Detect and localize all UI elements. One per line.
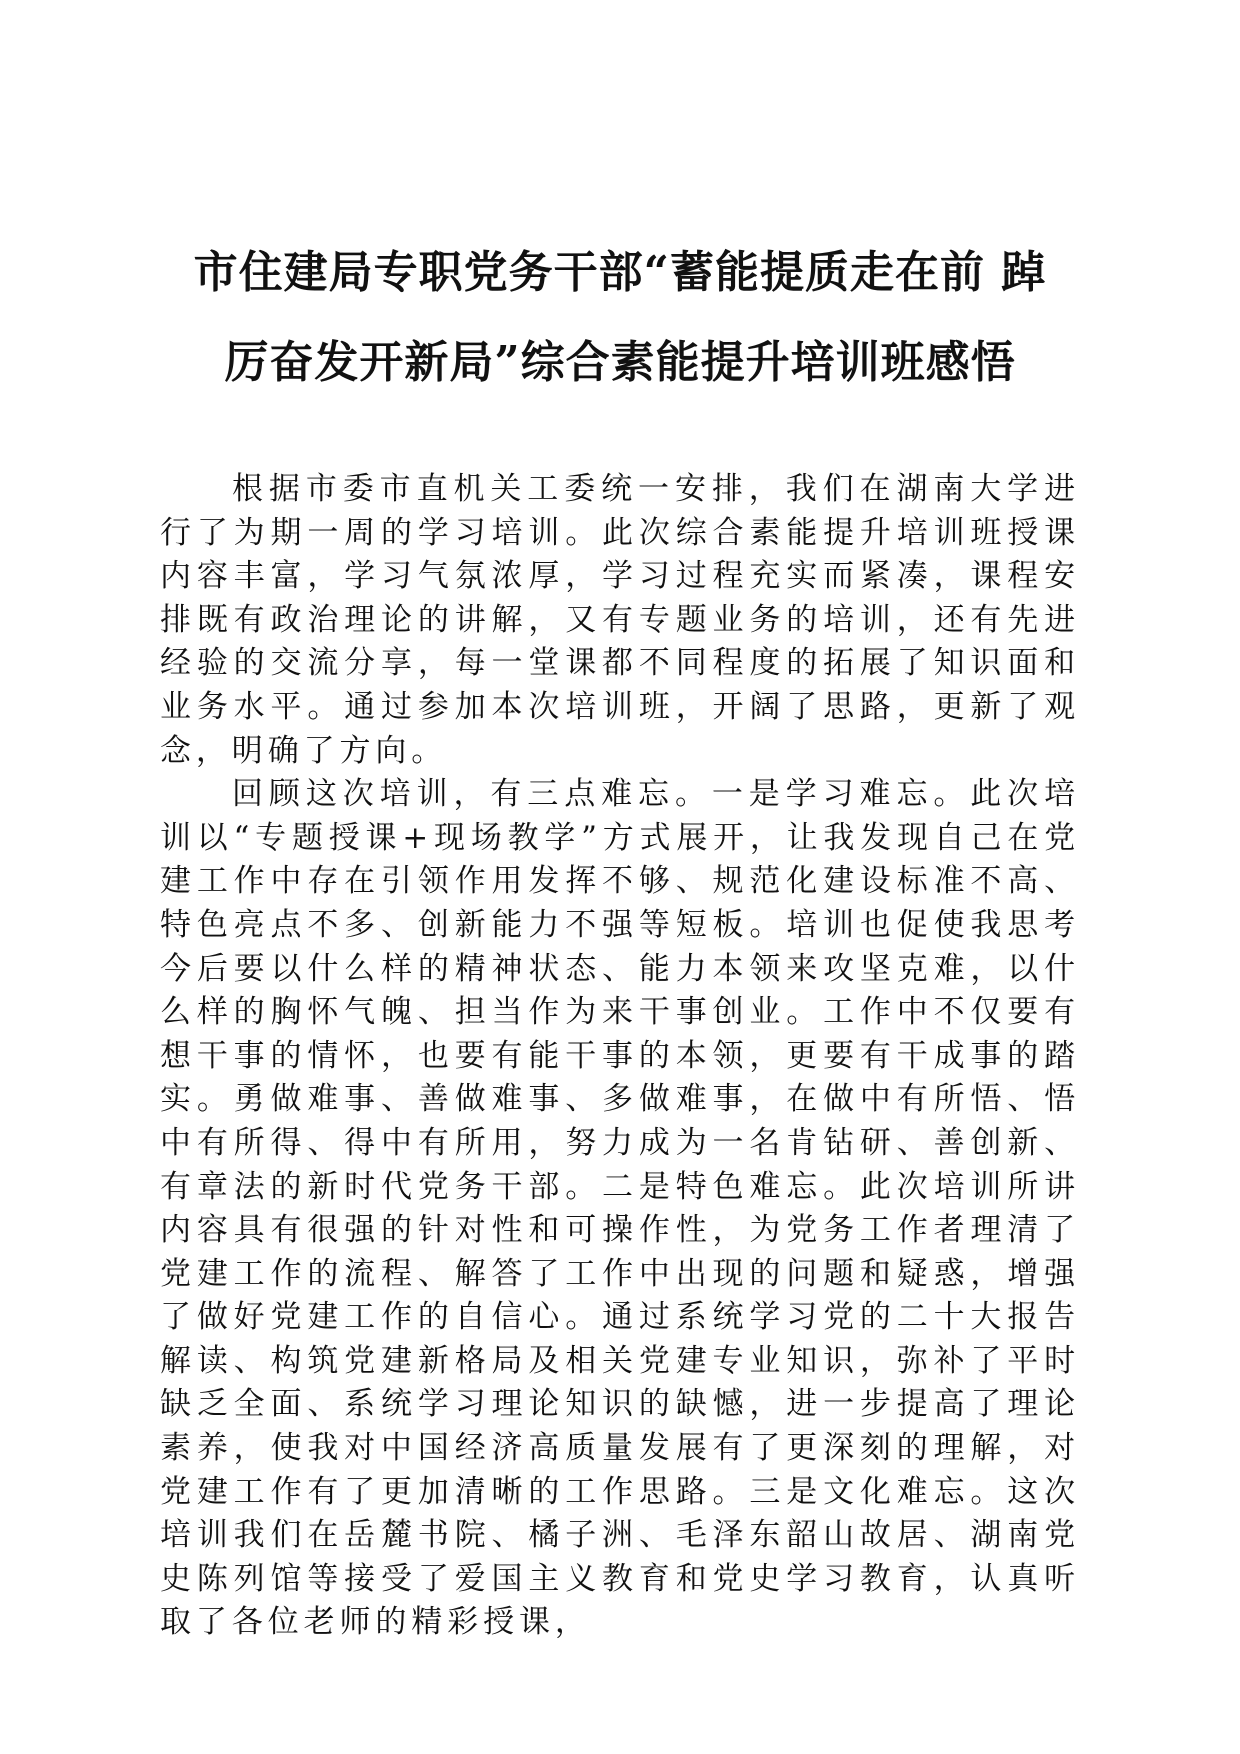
document-body: [160, 468, 1080, 1645]
paragraph-2: 回顾这次培训，有三点难忘。一是学习难忘。此次培训以“专题授课+现场教学”方式展开，让我发现自己在党建工作中存在引领作用发挥不够、规范化建设标准不高、特色亮点不多、创新能力不强等短板。培训也促使我思考今后要以什么样的精神状态、能力本领来攻坚克难，以什么样的胸怀气魄、担当作为来干事创业。工作中不仅要有想干事的情怀，也要有能干事的本领，更要有干成事的踏实。勇做难事、善做难事、多做难事，在做中有所悟、悟中有所得、得中有所用，努力成为一名肯钻研、善创新、有章法的新时代党务干部。二是特色难忘。此次培训所讲内容具有很强的针对性和可操作性，为党务工作者理清了党建工作的流程、解答了工作中出现的问题和疑惑，增强了做好党建工作的自信心。通过系统学习党的二十大报告解读、构筑党建新格局及相关党建专业知识，弥补了平时缺乏全面、系统学习理论知识的缺憾，进一步提高了理论素养，使我对中国经济高质量发展有了更深刻的理解，对党建工作有了更加清晰的工作思路。三是文化难忘。这次培训我们在岳麓书院、橘子洲、毛泽东韶山故居、湖南党史陈列馆等接受了爱国主义教育和党史学习教育，认真听取了各位老师的精彩授课，: [160, 776, 1080, 1641]
title-line-1: 市住建局专职党务干部“蓄能提质走在前 踔: [193, 247, 1047, 298]
paragraph-1: 根据市委市直机关工委统一安排，我们在湖南大学进行了为期一周的学习培训。此次综合素能提升培训班授课内容丰富，学习气氛浓厚，学习过程充实而紧凑，课程安排既有政治理论的讲解，又有专题业务的培训，还有先进经验的交流分享，每一堂课都不同程度的拓展了知识面和业务水平。通过参加本次培训班，开阔了思路，更新了观念，明确了方向。: [160, 471, 1080, 769]
title-line-2: 厉奋发开新局”综合素能提升培训班感悟: [224, 337, 1016, 388]
document-title: [150, 228, 1090, 408]
